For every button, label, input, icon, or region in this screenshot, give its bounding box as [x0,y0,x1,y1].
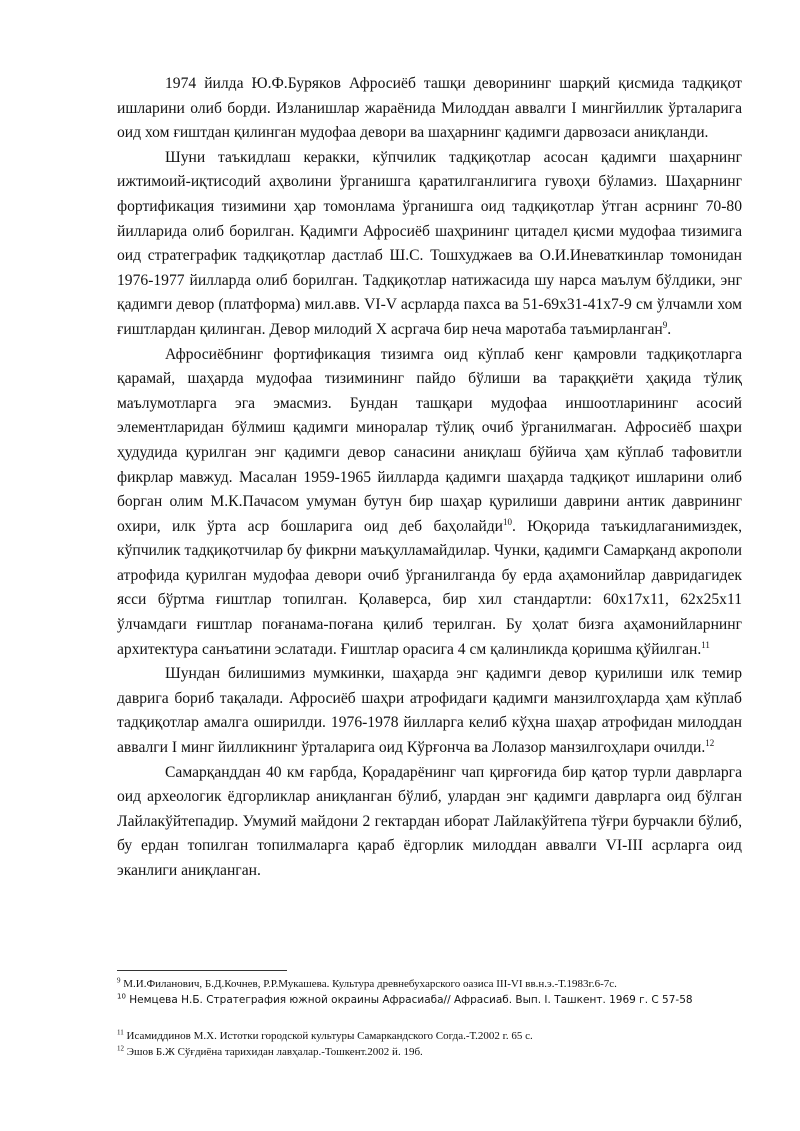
paragraph-3: Афросиёбнинг фортификация тизимга оид кўплаб кенг қамровли тадқиқотларга қарамай, шаҳарда мудофаа тизимининг пайдо бўлиши ва тараққиёти ҳақида тўлиқ маълумотларга эга эмасмиз. Бундан ташқари мудофаа иншоотларининг асосий элементларидан бўлмиш қадимги миноралар тўлиқ очиб ўрганилмаган. Афросиёб шаҳри ҳудудида қурилган энг қадимги девор санасини аниқлаш бўйича ҳам кўплаб тафовитли фикрлар мавжуд. Масалан 1959-1965 йилларда қадимги шаҳарда тадқиқот ишларини олиб борган олим М.К.Пачасом умуман бутун бир шаҳар қурилиши даврини антик даврининг охири, илк ўрта аср бошларига оид деб баҳолайди$^{10}$. Юқорида таъкидлаганимиздек, кўпчилик тадқиқотчилар бу фикрни маъқулламайдилар. Чунки, қадимги Самарқанд акрополи атрофида қурилган мудофаа девори очиб ўрганилганда бу ерда аҳамонийлар давридагидек ясси бўртма ғиштлар топилган. Қолаверса, бир хил стандартли: 60x17x11, 62x25x11 ўлчамдаги ғиштлар поғанама-поғана қилиб терилган. Бу ҳолат бизга аҳамонийларнинг архитектура санъатини эслатади. Ғиштлар орасига 4 см қалинликда қоришма қўйилган.$^{11}$ [117,345,742,658]
footnote-ref-11[interactable]: 11 [701,639,710,650]
footnote-ref-12[interactable]: 12 [705,737,715,748]
footnote-separator [117,970,287,971]
footnote-ref-9[interactable]: 9 [662,319,668,330]
paragraph-4: Шундан билишимиз мумкинки, шаҳарда энг қадимги девор қурилиши илк темир даврига бориб тақалади. Афросиёб шаҳри атрофидаги қадимги манзилгоҳларда ҳам кўплаб тадқиқотлар амалга оширилди. 1976-1978 йилларга келиб кўҳна шаҳар атрофидан милоддан аввалги I минг йилликнинг ўрталарига оид Кўрғонча ва Лолазор манзилгоҳлари очилди.$^{12}$ [117,665,742,757]
paragraph-2: Шуни таъкидлаш керакки, кўпчилик тадқиқотлар асосан қадимги шаҳарнинг ижтимоий-иқтисодий аҳволини ўрганишга қаратилганлигига гувоҳи бўламиз. Шаҳарнинг фортификация тизимини ҳар томонлама ўрганишга оид тадқиқотлар ўтган асрнинг 70-80 йилларида олиб борилган. Қадимги Афросиёб шаҳрининг цитадел қисми мудофаа тизимига оид стратегрaфик тадқиқотлар дастлаб Ш.С. Тошхуджаев ва О.И.Иневаткинлар томонидан 1976-1977 йилларда олиб борилган. Тадқиқотлар натижасида шу нарса маълум бўлдики, энг қадимги девор (платформа) мил.авв. VI-V асрларда пахса ва 51-69х31-41х7-9 см ўлчамли хом ғиштлардан қилинган. Девор милодий X асргача бир неча маротаба таъмирланган$^9$. [117,148,742,338]
paragraph-5: Самарқанддан 40 км ғарбда, Қорадарёнинг чап қирғоғида бир қатор турли даврларга оид археологик ёдгорликлар аниқланган бўлиб, улардан энг қадимги даврларга оид бўлган Лайлакўйтепадир. Умумий майдони 2 гектардан иборат Лайлакўйтепа тўғри бурчакли бўлиб, бу ердан топилган топилмаларга қараб ёдгорлик милоддан аввалги VI-III асрларга оид эканлиги аниқланган. [117,763,742,879]
footnote-9: $^9$ М.И.Филанович, Б.Д.Кочнев, Р.Р.Мукашева. Культура древнебухарского оазиса III-VI вв.н.э.-Т.1983г.6-7с. [117,976,617,990]
footnote-12: $^{12}$ Эшов Б.Ж Сўғдиёна тарихидан лавҳалар.-Тошкент.2002 й. 19б. [117,1044,423,1058]
footnote-11: $^{11}$ Исамиддинов М.Х. Истотки городской культуры Самаркандского Согда.-Т.2002 г. 65 с. [117,1028,533,1042]
body-text [117,72,742,884]
footnote-10: $^{10}$ Немцева Н.Б. Стратеграфия южной окраины Афрасиаба// Афрасиаб. Вып. I. Ташкент. 1969 г. С 57-58 [117,992,693,1006]
footnotes [117,976,757,1060]
footnote-gap [117,1008,757,1028]
footnote-ref-10[interactable]: 10 [503,516,513,527]
paragraph-1: 1974 йилда Ю.Ф.Буряков Афросиёб ташқи деворининг шарқий қисмида тадқиқот ишларини олиб борди. Изланишлар жараёнида Милоддан аввалги I мингйиллик ўрталарига оид хом ғиштдан қилинган мудофаа девори ва шаҳарнинг қадимги дарвозаси аниқланди. [117,75,742,142]
